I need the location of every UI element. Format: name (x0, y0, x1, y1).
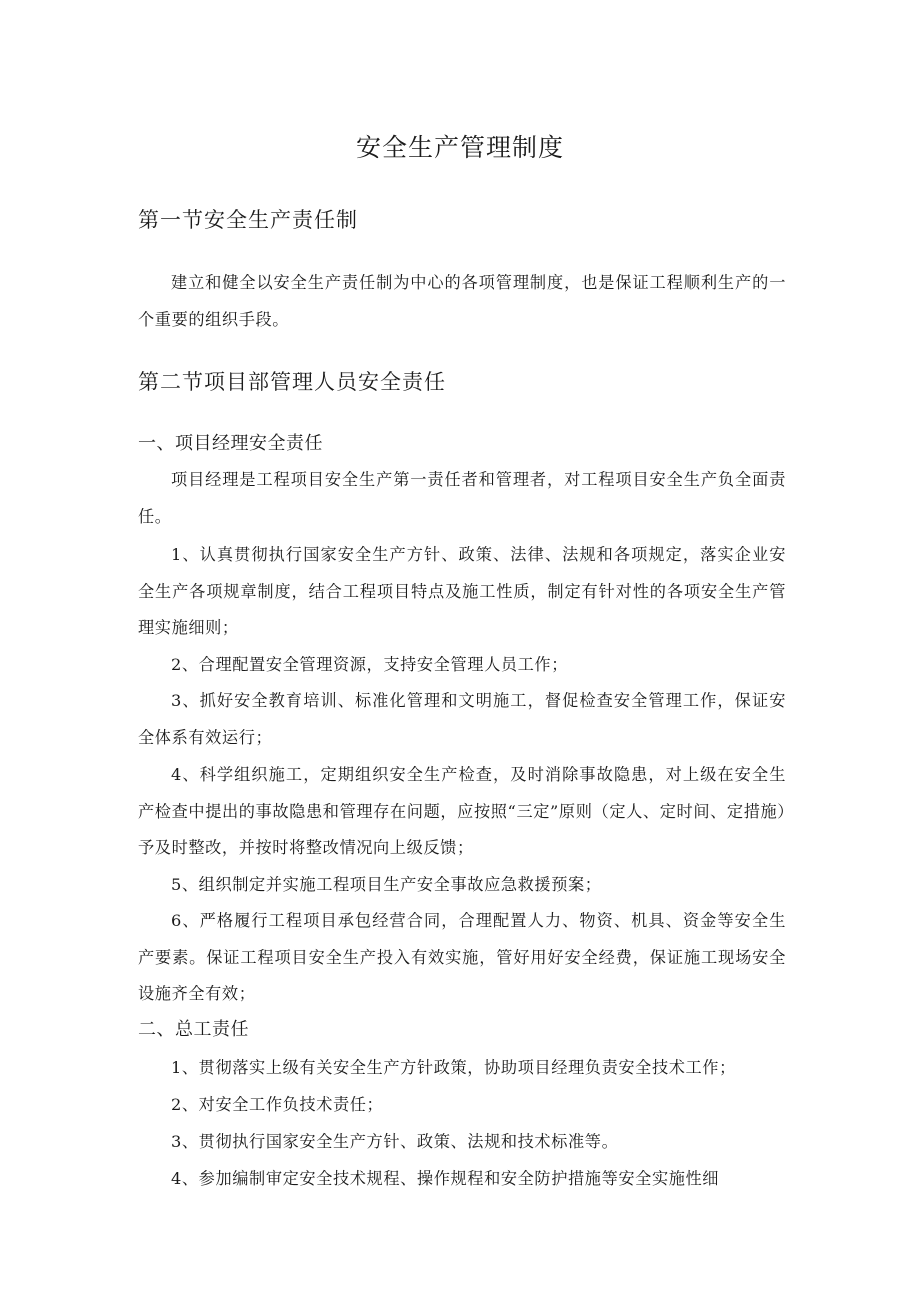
chief-engineer-heading: 二、总工责任 (138, 1019, 249, 1040)
chief-engineer-item-1: 1、贯彻落实上级有关安全生产方针政策，协助项目经理负责安全技术工作； (171, 1058, 736, 1077)
section2-heading: 第二节项目部管理人员安全责任 (138, 370, 446, 394)
manager-item-3: 3、抓好安全教育培训、标准化管理和文明施工，督促检查安全管理工作，保证安全体系有效运行； (138, 691, 786, 747)
manager-heading: 一、项目经理安全责任 (138, 433, 323, 454)
chief-engineer-item-4: 4、参加编制审定安全技术规程、操作规程和安全防护措施等安全实施性细 (171, 1169, 720, 1188)
section1-paragraph: 建立和健全以安全生产责任制为中心的各项管理制度，也是保证工程顺利生产的一个重要的组织手段。 (138, 273, 786, 329)
manager-item-5: 5、组织制定并实施工程项目生产安全事故应急救援预案； (171, 875, 602, 894)
chief-engineer-item-3: 3、贯彻执行国家安全生产方针、政策、法规和技术标准等。 (171, 1132, 619, 1151)
manager-item-1: 1、认真贯彻执行国家安全生产方针、政策、法律、法规和各项规定，落实企业安全生产各项规章制度，结合工程项目特点及施工性质，制定有针对性的各项安全生产管理实施细则； (138, 545, 786, 637)
chief-engineer-item-2: 2、对安全工作负技术责任； (171, 1095, 384, 1114)
manager-intro: 项目经理是工程项目安全生产第一责任者和管理者，对工程项目安全生产负全面责任。 (138, 470, 786, 526)
document-title: 安全生产管理制度 (355, 133, 564, 162)
section1-heading: 第一节安全生产责任制 (138, 208, 358, 232)
manager-item-6: 6、严格履行工程项目承包经营合同，合理配置人力、物资、机具、资金等安全生产要素。保证工程项目安全生产投入有效实施，管好用好安全经费，保证施工现场安全设施齐全有效； (138, 911, 786, 1003)
manager-item-2: 2、合理配置安全管理资源，支持安全管理人员工作； (171, 655, 569, 674)
manager-item-4: 4、科学组织施工，定期组织安全生产检查，及时消除事故隐患，对上级在安全生产检查中提出的事故隐患和管理存在问题，应按照“三定”原则（定人、定时间、定措施）予及时整改，并按时将整改情况向上级反馈； (138, 765, 786, 857)
